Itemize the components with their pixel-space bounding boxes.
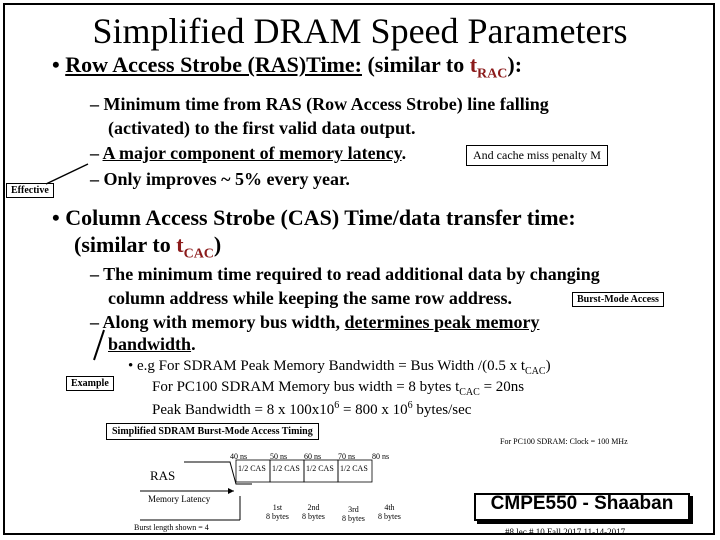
cache-miss-note: And cache miss penalty M <box>466 145 608 166</box>
burst-length-label: Burst length shown = 4 <box>134 523 209 532</box>
ras-bullet-tail: (similar to <box>361 52 470 77</box>
time-60: 60 ns <box>304 452 322 461</box>
ras-signal-label: RAS <box>150 468 176 483</box>
example-line-2: For PC100 SDRAM Memory bus width = 8 bytes $t_{CAC} = 20ns$ <box>152 379 525 398</box>
cas-detail-1a: – The minimum time required to read additional data by changing <box>90 264 600 284</box>
example-line-1: • e.g For SDRAM Peak Memory Bandwidth = Bus Width /(0.5 x $t_{CAC}$) <box>128 358 551 377</box>
transfer-3: 3rd 8 bytes <box>342 505 365 523</box>
ras-bullet-lead: Row Access Strobe (RAS)Time: <box>65 52 362 77</box>
example-label: Example <box>66 376 114 391</box>
slide-title: Simplified DRAM Speed Parameters <box>92 11 628 51</box>
effective-arrow <box>40 150 100 190</box>
memory-latency-label: Memory Latency <box>148 494 211 504</box>
cas-detail-2a: – Along with memory bus width, determines peak memory <box>90 312 540 332</box>
cas-bullet: • Column Access Strobe (CAS) Time/data transfer time: <box>52 205 576 230</box>
cas-detail-2b: bandwidth. <box>108 334 196 354</box>
ras-bullet: • Row Access Strobe (RAS)Time: (similar to $t_{RAC}$): <box>52 52 523 82</box>
cas-slot-label-3: 1/2 CAS <box>306 464 334 473</box>
transfer-2: 2nd 8 bytes <box>302 503 325 521</box>
clock-note: For PC100 SDRAM: Clock = 100 MHz <box>500 437 628 446</box>
cas-line-1: Column Access Strobe (CAS) Time/data transfer time: <box>65 205 576 230</box>
t-rac: $t_{RAC}$ <box>469 52 508 82</box>
cas-line-2: (similar to $t_{CAC}$) <box>74 232 222 262</box>
cas-slot-label-2: 1/2 CAS <box>272 464 300 473</box>
cas-slot-label-1: 1/2 CAS <box>238 464 266 473</box>
burst-mode-note: Burst-Mode Access <box>572 292 664 307</box>
course-title: CMPE550 - Shaaban <box>490 493 674 514</box>
example-line-3: Peak Bandwidth = 8 x $100x10^6 = 800$ x $10^6$ bytes/sec <box>152 400 472 418</box>
effective-label: Effective <box>6 183 54 198</box>
cas-detail-1b: column address while keeping the same row address. <box>108 288 513 308</box>
slide-meta: #8 lec # 10 Fall 2017 11-14-2017 <box>505 527 626 537</box>
time-80: 80 ns <box>372 452 390 461</box>
time-50: 50 ns <box>270 452 288 461</box>
example-arrow <box>88 326 118 366</box>
ras-detail-1a: – Minimum time from RAS (Row Access Strobe) line falling <box>90 94 549 114</box>
ras-detail-3: – Only improves ~ 5% every year. <box>90 169 350 189</box>
timing-box-label: Simplified SDRAM Burst-Mode Access Timing <box>106 423 319 440</box>
transfer-1: 1st 8 bytes <box>266 503 289 521</box>
t-cac: $t_{CAC}$ <box>176 232 214 262</box>
ras-detail-2: – A major component of memory latency. <box>90 143 407 163</box>
time-70: 70 ns <box>338 452 356 461</box>
cas-slot-label-4: 1/2 CAS <box>340 464 368 473</box>
transfer-4: 4th 8 bytes <box>378 503 401 521</box>
ras-detail-1b: (activated) to the first valid data output. <box>108 118 416 138</box>
time-40: 40 ns <box>230 452 248 461</box>
